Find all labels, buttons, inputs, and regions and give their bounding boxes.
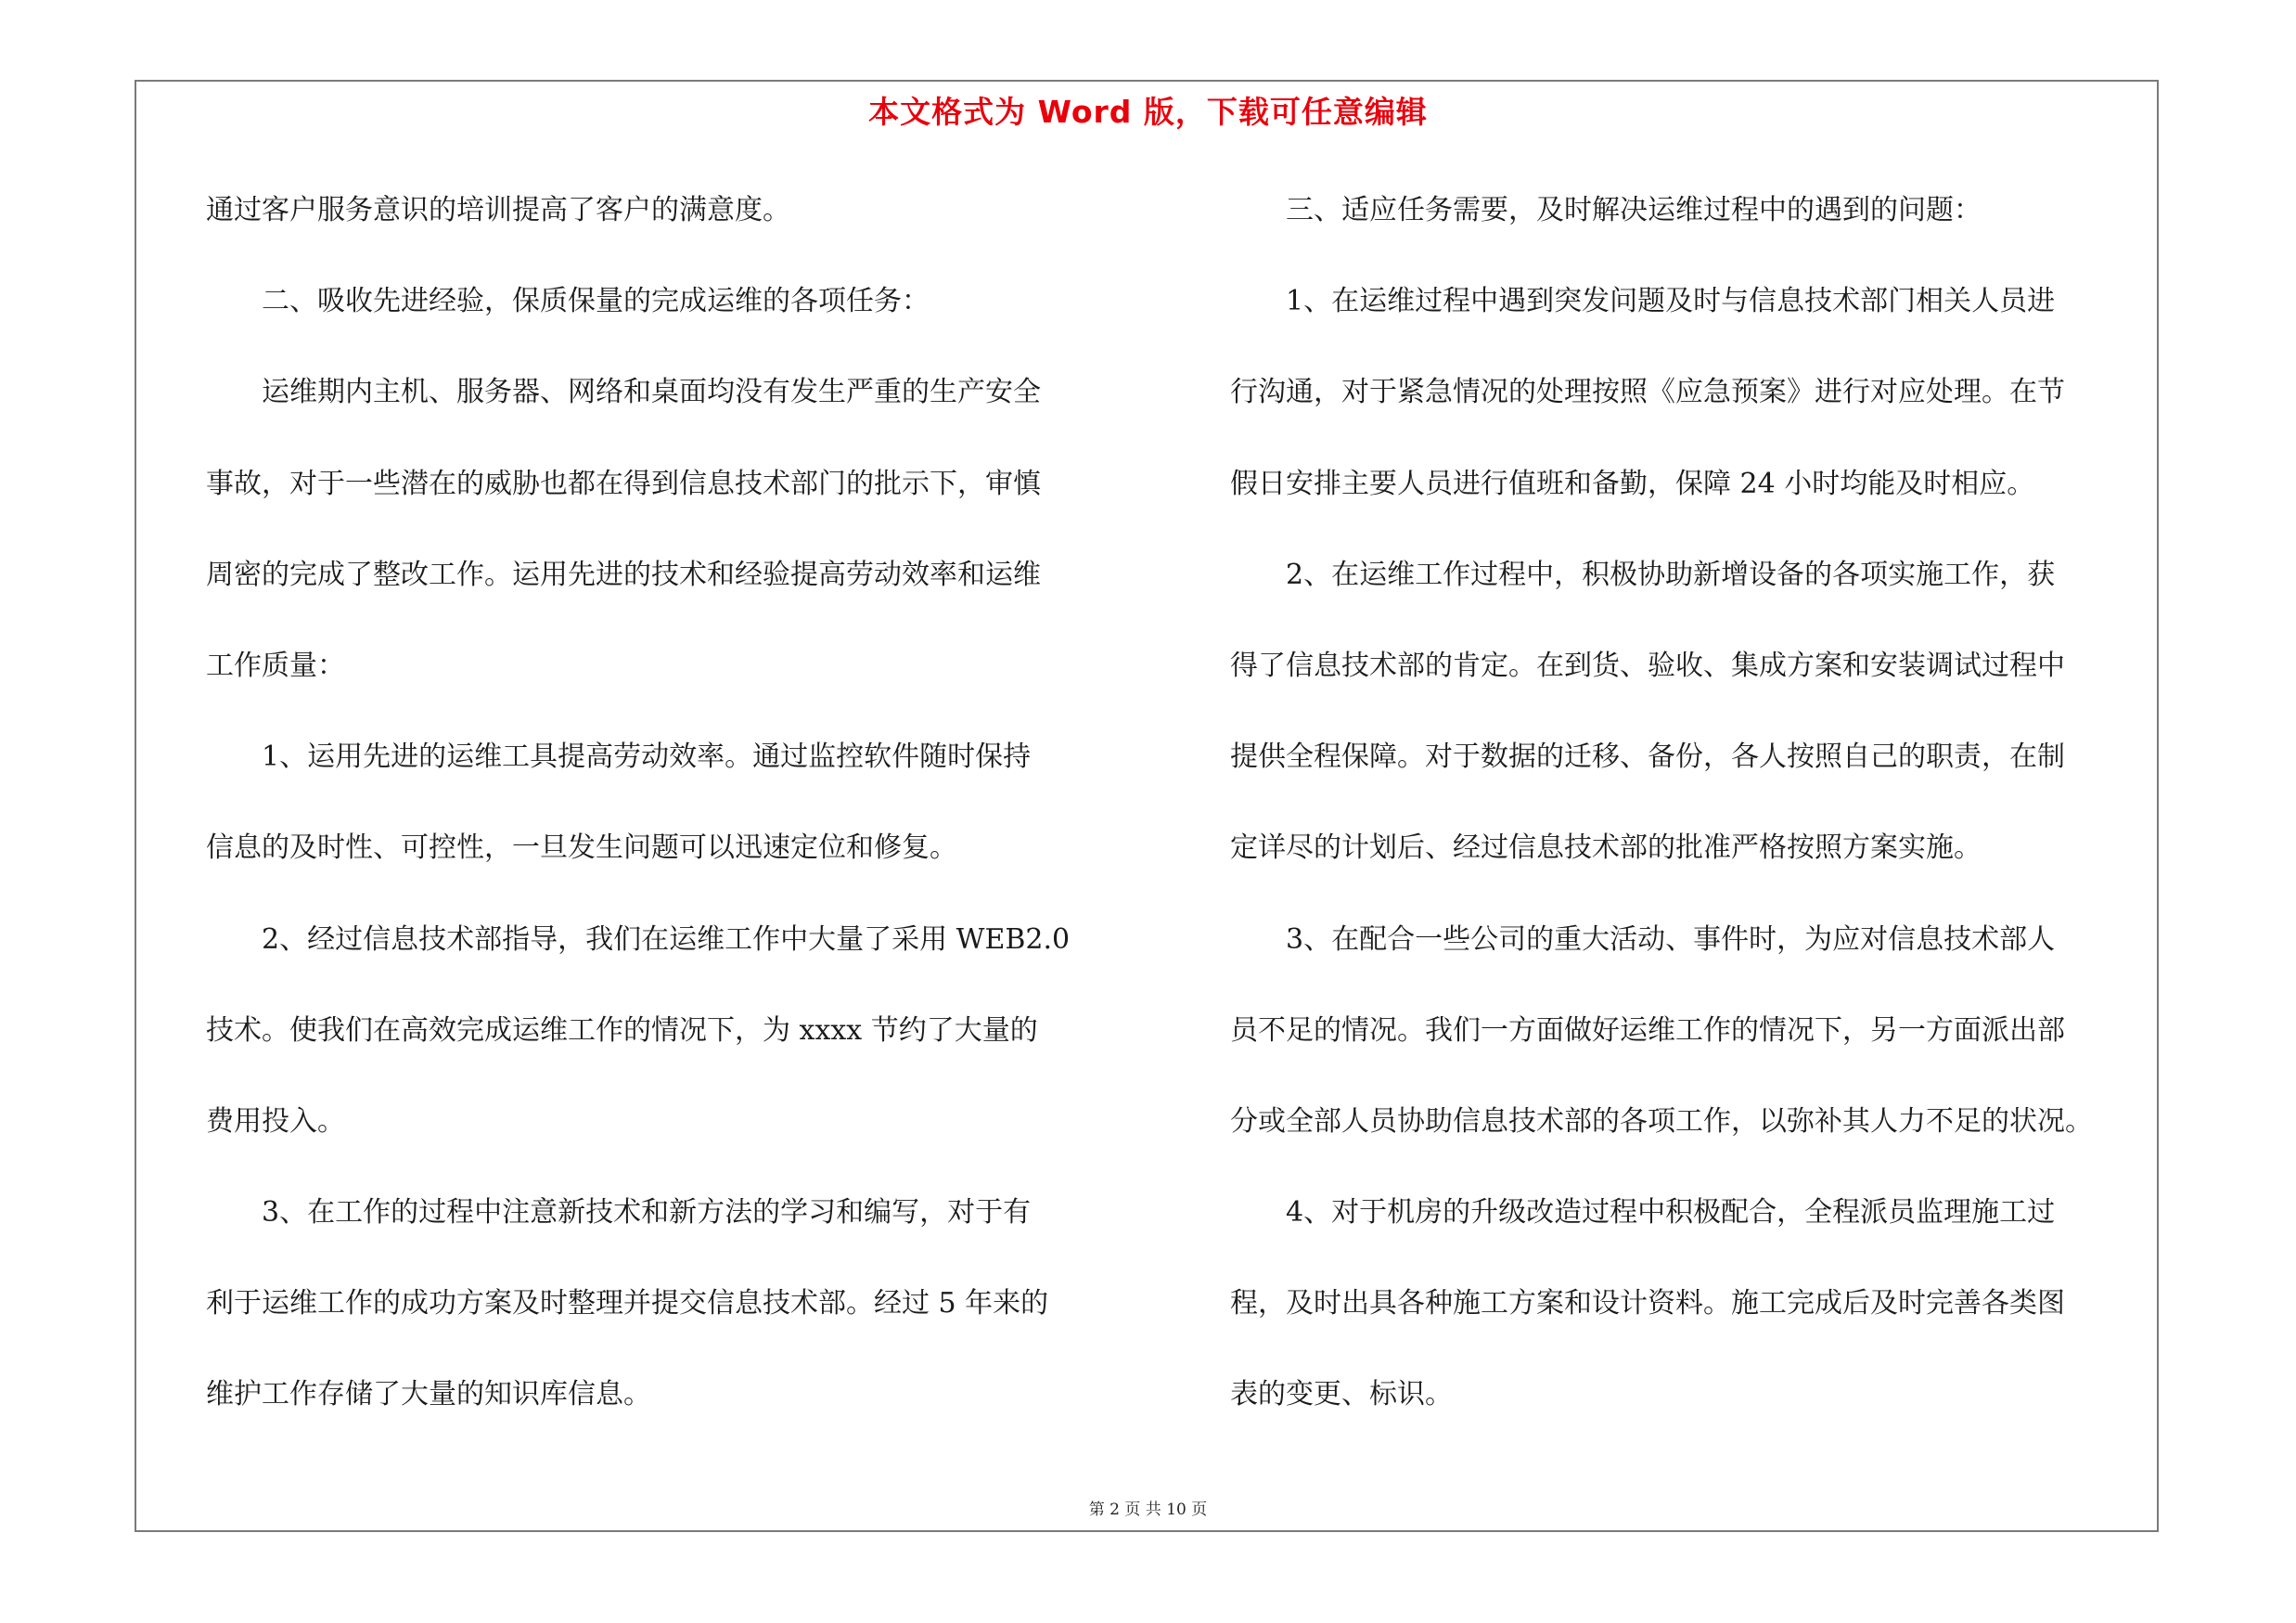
text-line: 技术。使我们在高效完成运维工作的情况下，为 xxxx 节约了大量的 (206, 1013, 1038, 1047)
text-line: 工作质量： (206, 649, 345, 682)
text-line: 维护工作存储了大量的知识库信息。 (206, 1378, 651, 1411)
text-line: 表的变更、标识。 (1230, 1378, 1453, 1411)
text-line: 通过客户服务意识的培训提高了客户的满意度。 (206, 194, 790, 226)
text-line: 三、适应任务需要，及时解决运维过程中的遇到的问题： (1230, 194, 1982, 226)
text-line: 3、在工作的过程中注意新技术和新方法的学习和编写，对于有 (206, 1196, 1032, 1230)
text-line: 二、吸收先进经验，保质保量的完成运维的各项任务： (206, 285, 930, 318)
text-line: 信息的及时性、可控性，一旦发生问题可以迅速定位和修复。 (206, 831, 957, 865)
word-format-banner: 本文格式为 Word 版，下载可任意编辑 (868, 94, 1428, 130)
text-line: 3、在配合一些公司的重大活动、事件时，为应对信息技术部人 (1230, 922, 2056, 956)
text-line: 程，及时出具各种施工方案和设计资料。施工完成后及时完善各类图 (1230, 1287, 2065, 1320)
text-line: 提供全程保障。对于数据的迁移、备份，各人按照自己的职责，在制 (1230, 741, 2065, 774)
text-line: 定详尽的计划后、经过信息技术部的批准严格按照方案实施。 (1230, 831, 1982, 865)
text-line: 事故，对于一些潜在的威胁也都在得到信息技术部门的批示下，审慎 (206, 467, 1041, 500)
text-line: 运维期内主机、服务器、网络和桌面均没有发生严重的生产安全 (206, 376, 1041, 409)
text-line: 2、在运维工作过程中，积极协助新增设备的各项实施工作，获 (1230, 558, 2056, 591)
left-column (206, 186, 1120, 1462)
text-line: 利于运维工作的成功方案及时整理并提交信息技术部。经过 5 年来的 (206, 1287, 1049, 1320)
text-line: 1、运用先进的运维工具提高劳动效率。通过监控软件随时保持 (206, 741, 1032, 774)
text-line: 费用投入。 (206, 1104, 345, 1138)
text-line: 1、在运维过程中遇到突发问题及时与信息技术部门相关人员进 (1230, 285, 2056, 318)
text-line: 得了信息技术部的肯定。在到货、验收、集成方案和安装调试过程中 (1230, 649, 2065, 682)
text-line: 2、经过信息技术部指导，我们在运维工作中大量了采用 WEB2.0 (206, 922, 1071, 956)
text-line: 行沟通，对于紧急情况的处理按照《应急预案》进行对应处理。在节 (1230, 376, 2065, 409)
text-line: 4、对于机房的升级改造过程中积极配合，全程派员监理施工过 (1230, 1196, 2056, 1230)
right-column (1230, 186, 2144, 1462)
text-line: 员不足的情况。我们一方面做好运维工作的情况下，另一方面派出部 (1230, 1013, 2065, 1047)
text-line: 周密的完成了整改工作。运用先进的技术和经验提高劳动效率和运维 (206, 558, 1041, 591)
text-line: 假日安排主要人员进行值班和备勤，保障 24 小时均能及时相应。 (1230, 467, 2035, 500)
text-line: 分或全部人员协助信息技术部的各项工作，以弥补其人力不足的状况。 (1230, 1104, 2093, 1138)
page-number-footer: 第 2 页 共 10 页 (1088, 1501, 1208, 1519)
